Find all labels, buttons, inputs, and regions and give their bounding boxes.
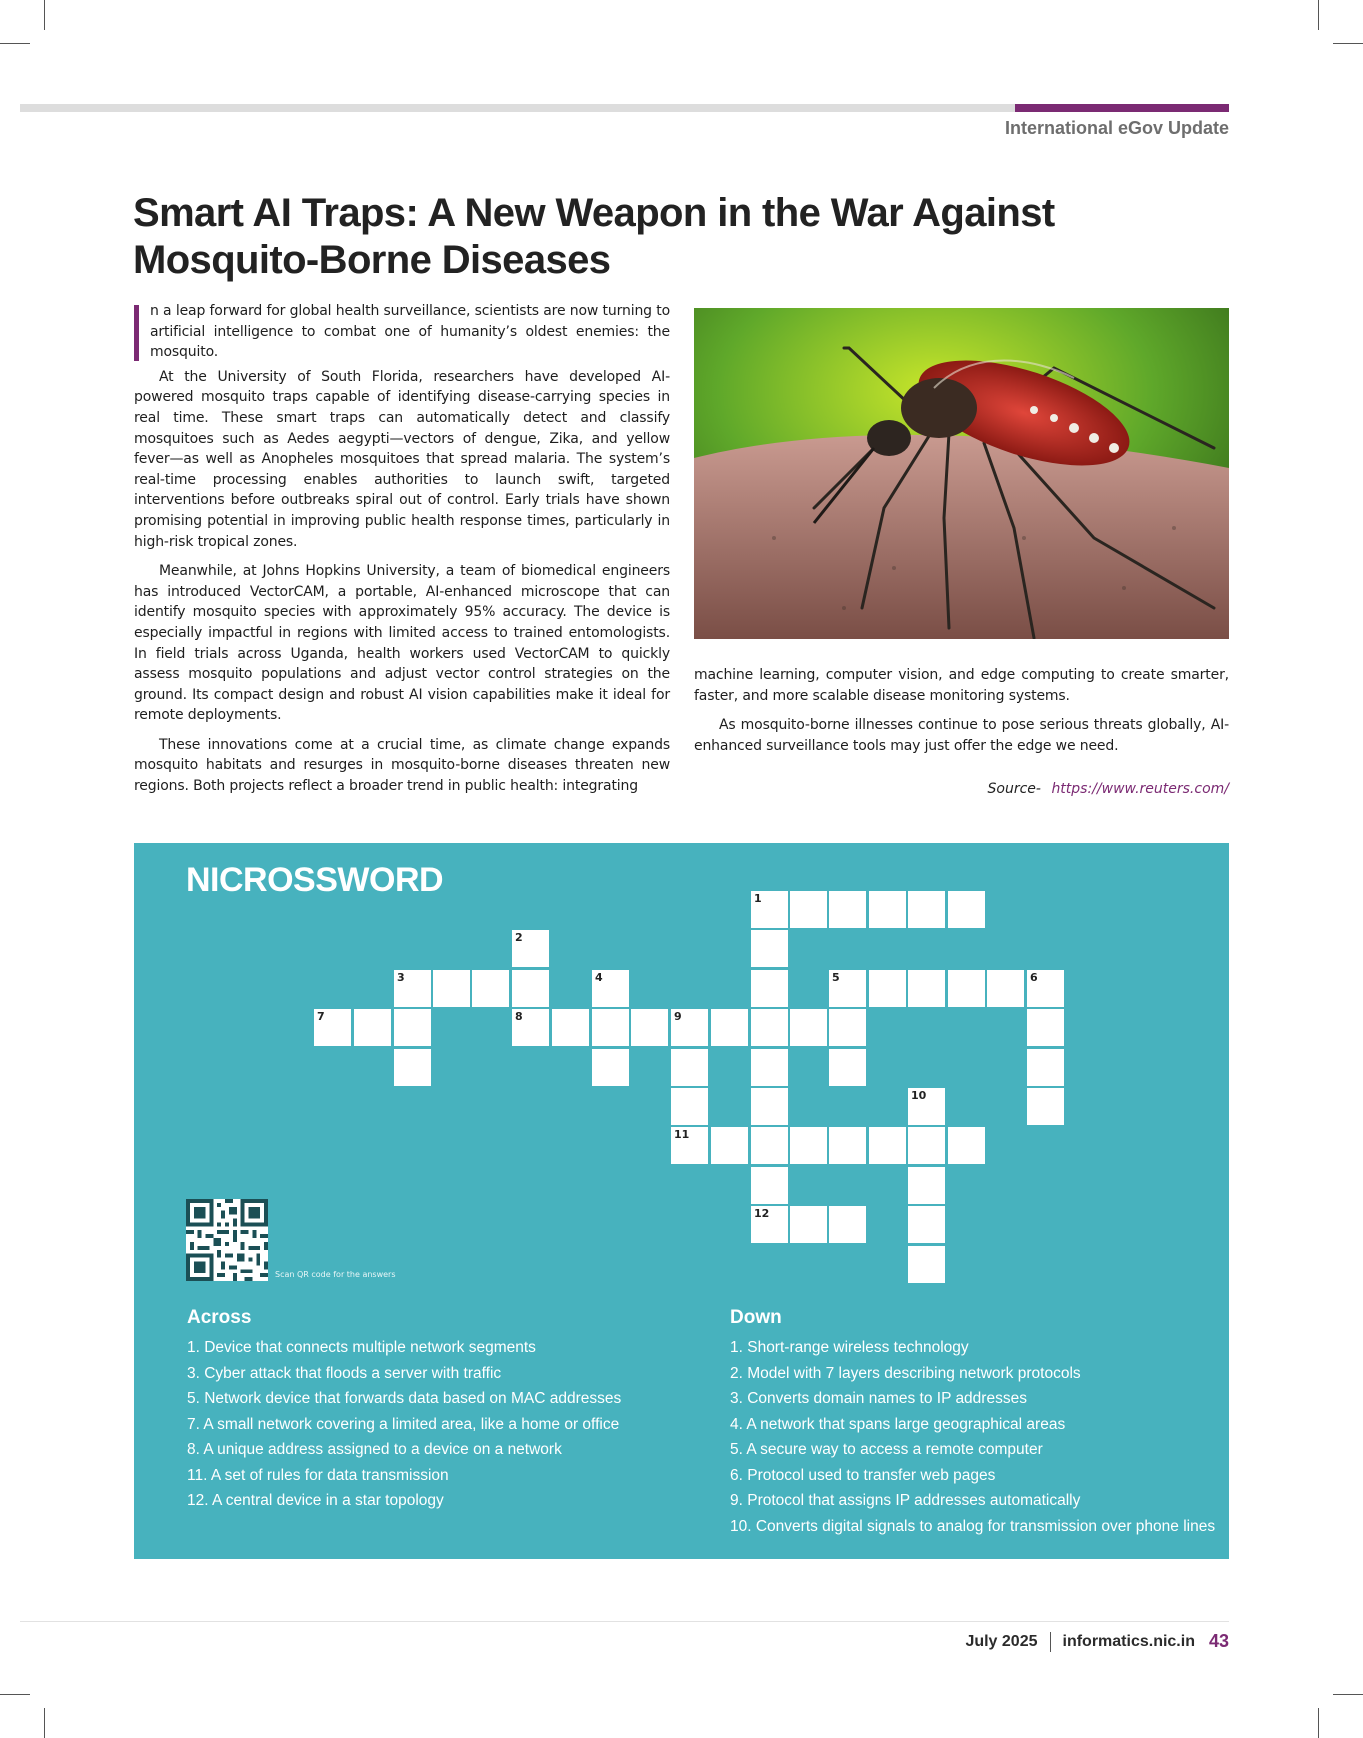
across-clues [187,1307,621,1514]
cell-number: 1 [754,892,762,905]
cell-number: 4 [595,971,603,984]
clue-item: 6. Protocol used to transfer web pages [730,1466,996,1484]
crossword-cell[interactable] [394,1049,431,1086]
cell-number: 11 [674,1128,690,1141]
crossword-cell[interactable] [751,970,788,1007]
crossword-cell[interactable] [671,1009,708,1046]
crop-mark [0,1694,30,1695]
footer-rule [20,1621,1229,1622]
article-paragraph: machine learning, computer vision, and edge computing to create smarter, faster, and more scalable disease monitoring systems. [694,667,1229,704]
crossword-cell[interactable] [751,1206,788,1243]
clue-item: 4. A network that spans large geographical areas [730,1415,1066,1433]
cell-number: 7 [317,1010,325,1023]
crossword-cell[interactable] [829,970,866,1007]
crop-mark [44,1708,45,1738]
crossword-title: NICROSSWORD [186,861,444,899]
crossword-cell[interactable] [948,1127,985,1164]
crossword-cell[interactable] [790,1127,827,1164]
cell-number: 8 [515,1010,523,1023]
crossword-cell[interactable] [790,1206,827,1243]
footer-separator [1050,1632,1051,1652]
crossword-cell[interactable] [631,1009,668,1046]
crossword-cell[interactable] [987,970,1024,1007]
lead-paragraph [134,301,670,363]
crossword-cell[interactable] [908,1206,945,1243]
drop-cap-bar [134,305,139,361]
crossword-cell[interactable] [829,1009,866,1046]
crossword-cell[interactable] [751,930,788,967]
clue-item: 5. Network device that forwards data based on MAC addresses [187,1390,622,1407]
crossword-cell[interactable] [751,1088,788,1125]
qr-caption: Scan QR code for the answers [275,1270,396,1279]
crossword-cell[interactable] [829,891,866,928]
crop-mark [1333,43,1363,44]
crossword-cell[interactable] [751,891,788,928]
cell-number: 9 [674,1010,682,1023]
crop-mark [1333,1694,1363,1695]
crossword-cell[interactable] [869,891,906,928]
source-credit [988,781,1229,797]
across-heading: Across [187,1307,252,1328]
crossword-cell[interactable] [829,1049,866,1086]
article-paragraph: As mosquito-borne illnesses continue to pose serious threats globally, AI-enhanced surveillance tools may just offer the edge we need. [694,717,1229,754]
clue-item: 3. Converts domain names to IP addresses [730,1390,1027,1407]
crossword-cell[interactable] [592,1009,629,1046]
clue-item: 2. Model with 7 layers describing network protocols [730,1364,1081,1382]
clue-item: 12. A central device in a star topology [187,1492,444,1509]
crossword-cell[interactable] [908,1167,945,1204]
lead-paragraph-text: n a leap forward for global health surveillance, scientists are now turning to artificial intelligence to combat one of humanity’s oldest enemies: the mosquito. [150,303,670,361]
crossword-cell[interactable] [1027,1049,1064,1086]
article-right-column [694,665,1229,765]
header-rule [20,104,1015,112]
crossword-cell[interactable] [671,1127,708,1164]
crossword-cell[interactable] [908,970,945,1007]
section-label: International eGov Update [1004,118,1229,138]
crossword-cell[interactable] [472,970,509,1007]
crossword-cell[interactable] [751,1167,788,1204]
crossword-cell[interactable] [1027,1088,1064,1125]
clue-item: 1. Device that connects multiple network segments [187,1339,536,1356]
cell-number: 6 [1030,971,1038,984]
source-link[interactable]: https://www.reuters.com/ [1051,781,1229,797]
article-paragraph: At the University of South Florida, researchers have developed AI-powered mosquito traps capable of identifying disease-carrying species in real time. These smart traps can automatically detect and classify mosquitoes such as Aedes aegypti—vectors of dengue, Zika, and yellow fever—as well as Anopheles mosquitoes that spread malaria. The system’s real-time processing enables authorities to launch swift, targeted interventions before outbreaks spiral out of control. Early trials have shown promising potential in improving public health response times, particularly in high-risk tropical zones. [134,368,670,550]
cell-number: 12 [754,1207,770,1220]
clue-item: 5. A secure way to access a remote computer [730,1441,1043,1458]
cell-number: 2 [515,931,523,944]
article-paragraph: Meanwhile, at Johns Hopkins University, a team of biomedical engineers has introduced VectorCAM, a portable, AI-enhanced microscope that can identify mosquito species with approximately 95% accuracy. The device is especially impactful in regions with limited access to trained entomologists. In field trials across Uganda, health workers used VectorCAM to quickly assess mosquito populations and adjust vector control strategies on the ground. Its compact design and robust AI vision capabilities make it ideal for remote deployments. [134,563,670,724]
source-label: Source- [987,781,1041,797]
crossword-cell[interactable] [552,1009,589,1046]
crossword-cell[interactable] [751,1009,788,1046]
qr-code[interactable] [186,1199,268,1285]
crossword-cell[interactable] [790,891,827,928]
article-left-column [134,301,670,806]
page-number: 43 [1208,1631,1229,1651]
crossword-cell[interactable] [908,1088,945,1125]
cell-number: 5 [832,971,840,984]
down-heading: Down [730,1307,782,1328]
crossword-panel [134,843,1229,1559]
clue-item: 3. Cyber attack that floods a server with traffic [187,1364,502,1382]
crossword-cell[interactable] [908,891,945,928]
crossword-cell[interactable] [829,1206,866,1243]
crossword-cell[interactable] [512,930,549,967]
clue-item: 10. Converts digital signals to analog for transmission over phone lines [730,1517,1216,1535]
crossword-cell[interactable] [592,970,629,1007]
crossword-cell[interactable] [751,1049,788,1086]
crossword-cell[interactable] [948,970,985,1007]
clue-item: 9. Protocol that assigns IP addresses automatically [730,1492,1081,1509]
crossword-cell[interactable] [869,970,906,1007]
site-name[interactable]: informatics.nic.in [1062,1632,1195,1650]
crossword-cell[interactable] [908,1246,945,1283]
cell-number: 3 [397,971,405,984]
clue-item: 11. A set of rules for data transmission [187,1466,449,1484]
header-accent-bar [1015,104,1229,112]
cell-number: 10 [911,1089,927,1102]
clue-item: 7. A small network covering a limited area, like a home or office [187,1415,620,1433]
crop-mark [44,0,45,30]
crossword-cell[interactable] [671,1049,708,1086]
page-footer [965,1631,1229,1652]
article-paragraph: These innovations come at a crucial time, as climate change expands mosquito habitats and resurges in mosquito-borne diseases threaten new regions. Both projects reflect a broader trend in public health: integrating [134,736,670,795]
crop-mark [1318,1708,1319,1738]
crossword-cell[interactable] [711,1009,748,1046]
article-title: Smart AI Traps: A New Weapon in the War Against Mosquito-Borne Diseases [133,191,1055,282]
crossword-cell[interactable] [394,970,431,1007]
crossword-cell[interactable] [433,970,470,1007]
crossword-cell[interactable] [394,1009,431,1046]
crossword-cell[interactable] [829,1127,866,1164]
crossword-cell[interactable] [671,1088,708,1125]
down-clues [730,1307,1215,1539]
crossword-cell[interactable] [869,1127,906,1164]
crop-mark [1318,0,1319,30]
crossword-cell[interactable] [790,1009,827,1046]
crossword-cell[interactable] [711,1127,748,1164]
crossword-cell[interactable] [908,1127,945,1164]
crossword-cell[interactable] [512,970,549,1007]
crossword-cell[interactable] [314,1009,351,1046]
crossword-cell[interactable] [592,1049,629,1086]
clue-item: 1. Short-range wireless technology [730,1339,969,1356]
crossword-cell[interactable] [1027,970,1064,1007]
crossword-cell[interactable] [354,1009,391,1046]
issue-date: July 2025 [965,1632,1038,1650]
clue-item: 8. A unique address assigned to a device on a network [187,1441,562,1458]
crossword-cell[interactable] [751,1127,788,1164]
crossword-cell[interactable] [512,1009,549,1046]
crop-mark [0,43,30,44]
mosquito-photo [694,308,1229,639]
crossword-cell[interactable] [1027,1009,1064,1046]
crossword-cell[interactable] [948,891,985,928]
